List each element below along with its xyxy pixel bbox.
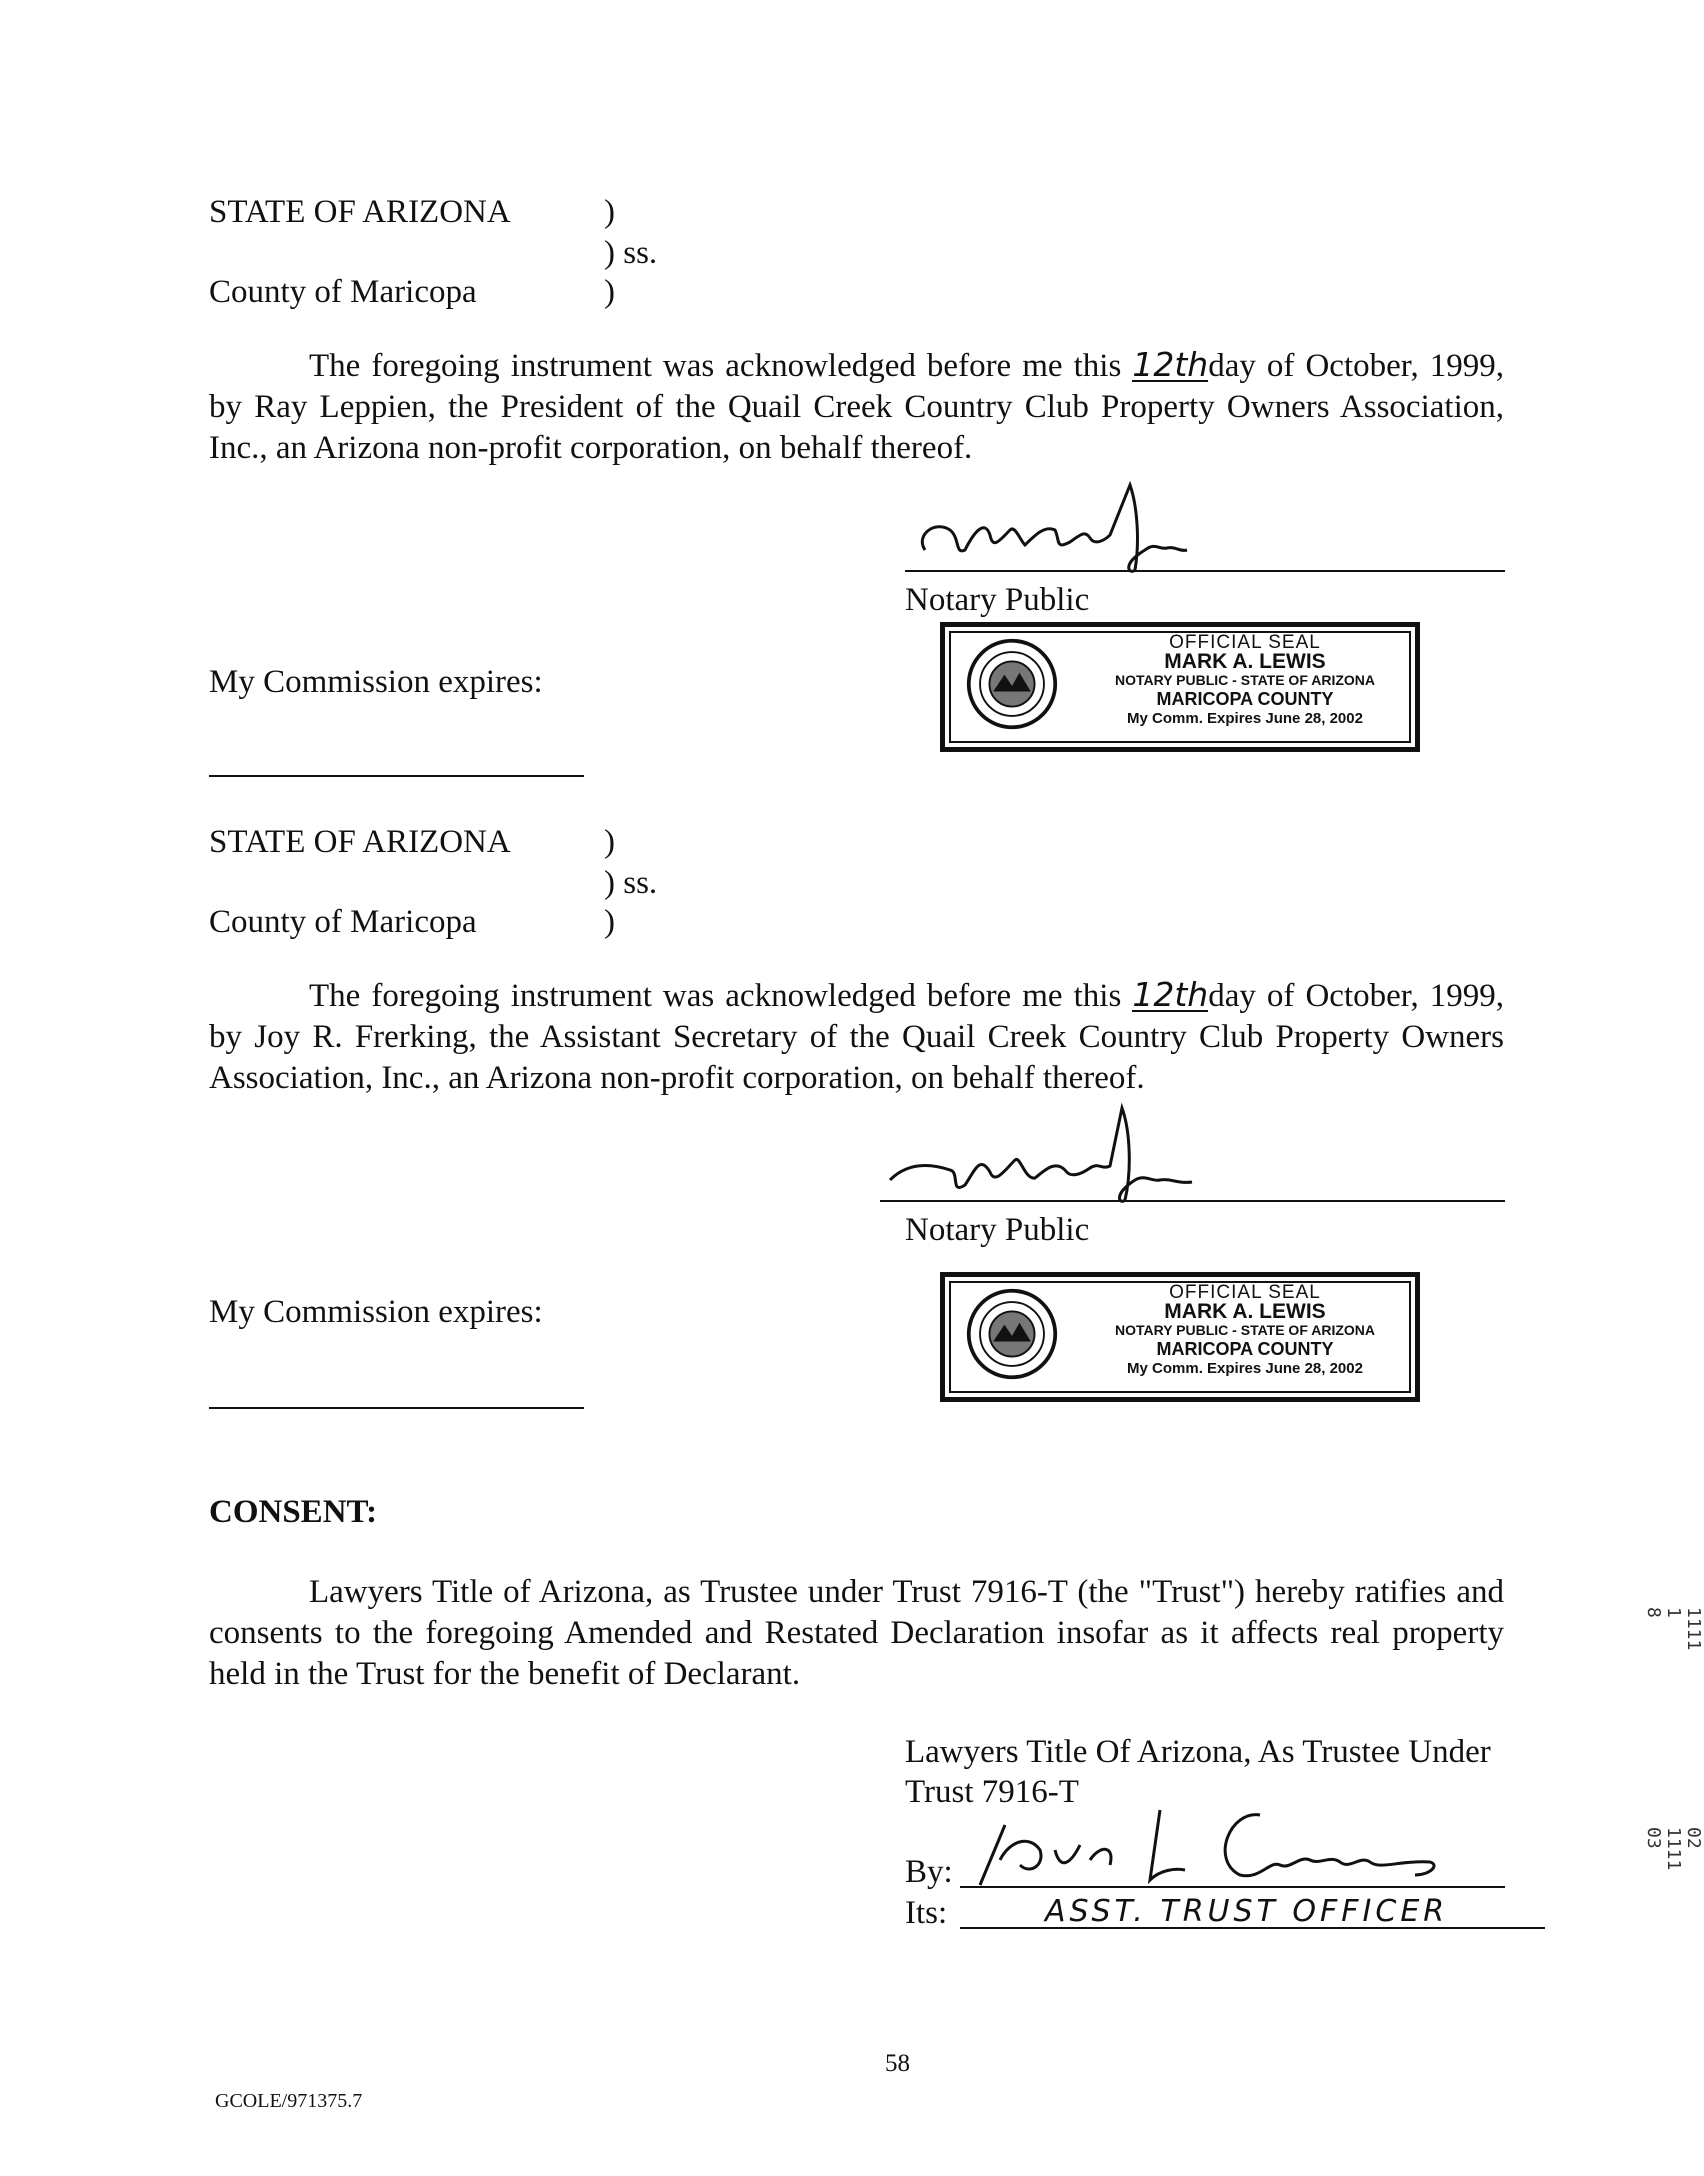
county-caption-1: County of Maricopa bbox=[209, 274, 477, 310]
acknowledgment-paragraph-1 bbox=[209, 346, 1504, 469]
seal-expiration-text: My Comm. Expires June 28, 2002 bbox=[1127, 710, 1363, 727]
seal-official-seal-text: OFFICIAL SEAL bbox=[1169, 632, 1321, 653]
notary-public-label-1: Notary Public bbox=[905, 582, 1090, 618]
notary-signature-line-2 bbox=[880, 1200, 1505, 1202]
seal-official-seal-text: OFFICIAL SEAL bbox=[1169, 1282, 1321, 1303]
ack-text-post-2: day of October, 1999, by Joy R. Frerking, the Assistant Secretary of the Quail Creek Country Club Property Owners Association, Inc., an Arizona non-profit corporation, on behalf thereof. bbox=[209, 978, 1504, 1096]
by-label: By: bbox=[905, 1854, 953, 1890]
seal-county-text: MARICOPA COUNTY bbox=[1156, 689, 1334, 709]
notary-public-label-2: Notary Public bbox=[905, 1212, 1090, 1248]
page-number: 58 bbox=[885, 2050, 910, 2077]
ack-text-post-1: day of October, 1999, by Ray Leppien, the President of the Quail Creek Country Club Property Owners Association, Inc., an Arizona non-profit corporation, on behalf thereof. bbox=[209, 348, 1504, 466]
margin-recording-mark-2 bbox=[1643, 1810, 1704, 1871]
ack-text-pre-1: The foregoing instrument was acknowledged before me this bbox=[309, 348, 1122, 384]
arizona-state-seal-icon bbox=[965, 1287, 1059, 1381]
consent-heading: CONSENT: bbox=[209, 1494, 378, 1530]
commission-expires-line-2 bbox=[209, 1407, 584, 1409]
commission-expires-label-1: My Commission expires: bbox=[209, 664, 543, 700]
acknowledgment-paragraph-2 bbox=[209, 976, 1504, 1099]
seal-notary-state-text: NOTARY PUBLIC - STATE OF ARIZONA bbox=[1114, 1322, 1376, 1338]
seal-notary-name-text: MARK A. LEWIS bbox=[1164, 1300, 1326, 1323]
arizona-state-seal-icon bbox=[965, 637, 1059, 731]
margin-recording-mark-1 bbox=[1643, 1590, 1704, 1651]
caption-ss-1: ) ss. bbox=[604, 235, 658, 271]
notary-signature-1 bbox=[905, 480, 1225, 580]
county-caption-2: County of Maricopa bbox=[209, 904, 477, 940]
seal-notary-state-text: NOTARY PUBLIC - STATE OF ARIZONA bbox=[1114, 672, 1376, 688]
document-id: GCOLE/971375.7 bbox=[215, 2090, 363, 2112]
trustee-name-line-2: Trust 7916-T bbox=[905, 1774, 1079, 1810]
margin-mark-text-1: 1111 1 8 bbox=[1643, 1607, 1704, 1651]
state-caption-1: STATE OF ARIZONA bbox=[209, 194, 511, 230]
consent-paragraph: Lawyers Title of Arizona, as Trustee under Trust 7916-T (the "Trust") hereby ratifies and consents to the foregoing Amended and Restated Declaration insofar as it affects real property held in the Trust for the benefit of Declarant. bbox=[209, 1574, 1504, 1692]
trustee-name-line-1: Lawyers Title Of Arizona, As Trustee Under bbox=[905, 1734, 1491, 1770]
trustee-signature bbox=[960, 1790, 1520, 1900]
by-signature-line bbox=[960, 1886, 1505, 1888]
ack-day-handwritten-1: 12th bbox=[1132, 345, 1209, 384]
commission-expires-label-2: My Commission expires: bbox=[209, 1294, 543, 1330]
state-caption-2: STATE OF ARIZONA bbox=[209, 824, 511, 860]
notary-signature-2 bbox=[880, 1100, 1220, 1210]
seal-notary-name-text: MARK A. LEWIS bbox=[1164, 650, 1326, 673]
official-seal-stamp-2 bbox=[940, 1272, 1420, 1402]
ack-text-pre-2: The foregoing instrument was acknowledged before me this bbox=[309, 978, 1122, 1014]
commission-expires-line-1 bbox=[209, 775, 584, 777]
seal-county-text: MARICOPA COUNTY bbox=[1156, 1339, 1334, 1359]
ack-day-handwritten-2: 12th bbox=[1132, 975, 1209, 1014]
caption-paren-bottom-1: ) bbox=[604, 274, 615, 310]
caption-ss-2: ) ss. bbox=[604, 865, 658, 901]
official-seal-stamp-1 bbox=[940, 622, 1420, 752]
seal-expiration-text: My Comm. Expires June 28, 2002 bbox=[1127, 1360, 1363, 1377]
caption-paren-top-1: ) bbox=[604, 194, 615, 230]
caption-paren-top-2: ) bbox=[604, 824, 615, 860]
caption-paren-bottom-2: ) bbox=[604, 904, 615, 940]
its-title-handwritten: ASST. TRUST OFFICER bbox=[1045, 1894, 1449, 1929]
its-title-line bbox=[960, 1927, 1545, 1929]
notary-signature-line-1 bbox=[905, 570, 1505, 572]
its-label: Its: bbox=[905, 1895, 948, 1931]
margin-mark-text-2: 02 1111 03 bbox=[1643, 1827, 1704, 1871]
